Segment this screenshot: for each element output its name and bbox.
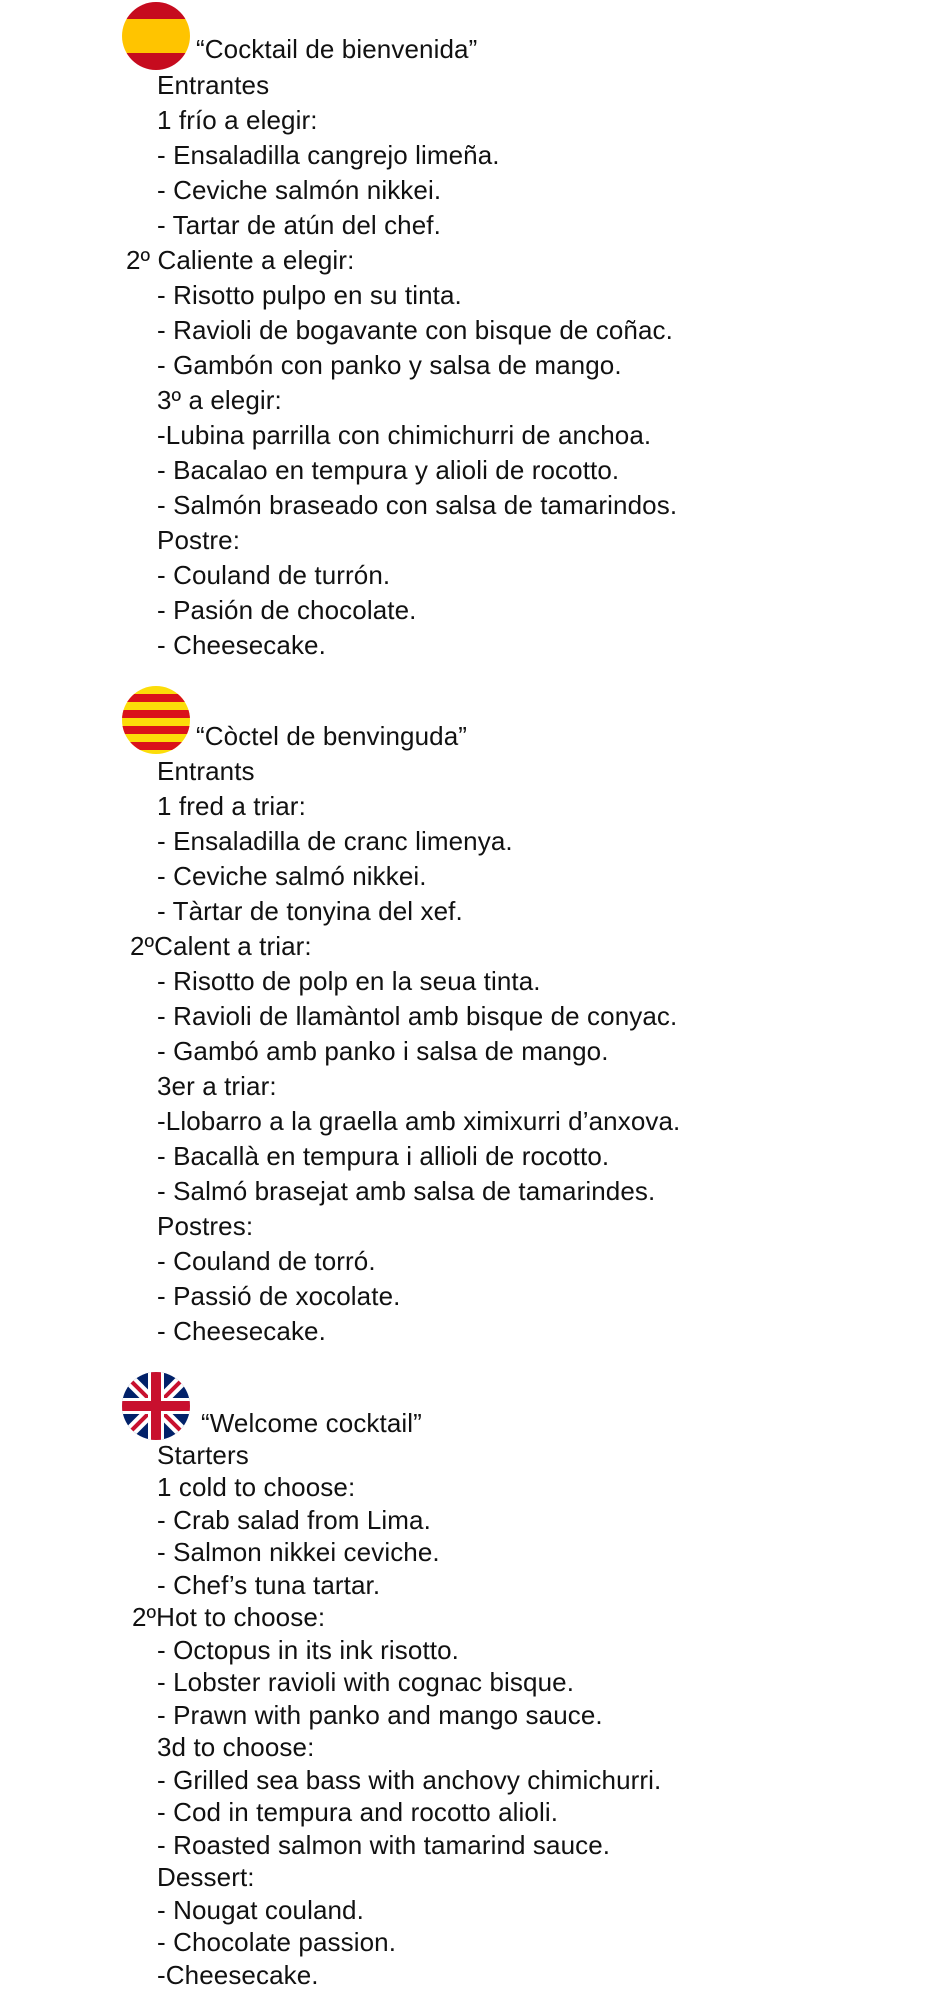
course-heading: 1 cold to choose: xyxy=(157,1472,356,1502)
menu-item: - Gambó amb panko i salsa de mango. xyxy=(157,1036,609,1066)
menu-item: -Lubina parrilla con chimichurri de anchoa. xyxy=(157,420,652,450)
course-heading: 3er a triar: xyxy=(157,1071,277,1101)
menu-item: - Cheesecake. xyxy=(157,630,326,660)
course-heading: Entrantes xyxy=(157,70,270,100)
menu-item: - Ravioli de bogavante con bisque de coñac. xyxy=(157,315,673,345)
menu-item: - Ensaladilla de cranc limenya. xyxy=(157,826,513,856)
course-heading: Dessert: xyxy=(157,1862,255,1892)
course-heading: 2ºHot to choose: xyxy=(132,1602,326,1632)
menu-item: - Ravioli de llamàntol amb bisque de conyac. xyxy=(157,1001,678,1031)
menu-item: - Gambón con panko y salsa de mango. xyxy=(157,350,622,380)
menu-item: - Ceviche salmón nikkei. xyxy=(157,175,442,205)
menu-item: - Couland de turrón. xyxy=(157,560,391,590)
spain-flag-icon xyxy=(122,2,190,70)
catalonia-flag-icon xyxy=(122,686,190,754)
menu-item: - Cod in tempura and rocotto alioli. xyxy=(157,1797,559,1827)
course-heading: Postre: xyxy=(157,525,241,555)
menu-item: - Tàrtar de tonyina del xef. xyxy=(157,896,463,926)
menu-item: - Prawn with panko and mango sauce. xyxy=(157,1700,603,1730)
section-title: “Còctel de benvinguda” xyxy=(196,721,468,751)
menu-item: - Chocolate passion. xyxy=(157,1927,397,1957)
menu-item: - Risotto pulpo en su tinta. xyxy=(157,280,462,310)
menu-item: - Risotto de polp en la seua tinta. xyxy=(157,966,541,996)
menu-item: - Bacallà en tempura i allioli de rocotto. xyxy=(157,1141,610,1171)
course-heading: 2º Caliente a elegir: xyxy=(126,245,355,275)
menu-item: -Cheesecake. xyxy=(157,1960,319,1990)
course-heading: Entrants xyxy=(157,756,255,786)
menu-item: - Couland de torró. xyxy=(157,1246,376,1276)
menu-item: - Roasted salmon with tamarind sauce. xyxy=(157,1830,611,1860)
course-heading: 1 fred a triar: xyxy=(157,791,306,821)
menu-item: - Lobster ravioli with cognac bisque. xyxy=(157,1667,575,1697)
menu-item: - Chef’s tuna tartar. xyxy=(157,1570,381,1600)
menu-item: - Bacalao en tempura y alioli de rocotto. xyxy=(157,455,620,485)
menu-item: - Nougat couland. xyxy=(157,1895,364,1925)
menu-item: - Crab salad from Lima. xyxy=(157,1505,431,1535)
menu-item: - Pasión de chocolate. xyxy=(157,595,417,625)
menu-item: - Salmón braseado con salsa de tamarindos. xyxy=(157,490,678,520)
course-heading: 1 frío a elegir: xyxy=(157,105,318,135)
menu-item: - Passió de xocolate. xyxy=(157,1281,401,1311)
menu-item: - Salmó brasejat amb salsa de tamarindes. xyxy=(157,1176,656,1206)
section-title: “Welcome cocktail” xyxy=(201,1408,422,1438)
menu-item: - Ceviche salmó nikkei. xyxy=(157,861,427,891)
course-heading: Postres: xyxy=(157,1211,254,1241)
course-heading: 3º a elegir: xyxy=(157,385,282,415)
uk-flag-icon xyxy=(122,1372,190,1440)
menu-item: - Octopus in its ink risotto. xyxy=(157,1635,460,1665)
section-title: “Cocktail de bienvenida” xyxy=(196,34,478,64)
course-heading: 2ºCalent a triar: xyxy=(130,931,312,961)
menu-item: - Cheesecake. xyxy=(157,1316,326,1346)
menu-item: - Salmon nikkei ceviche. xyxy=(157,1537,440,1567)
menu-item: - Tartar de atún del chef. xyxy=(157,210,441,240)
course-heading: 3d to choose: xyxy=(157,1732,315,1762)
menu-item: - Ensaladilla cangrejo limeña. xyxy=(157,140,500,170)
course-heading: Starters xyxy=(157,1440,249,1470)
menu-item: - Grilled sea bass with anchovy chimichurri. xyxy=(157,1765,662,1795)
menu-item: -Llobarro a la graella amb ximixurri d’anxova. xyxy=(157,1106,681,1136)
